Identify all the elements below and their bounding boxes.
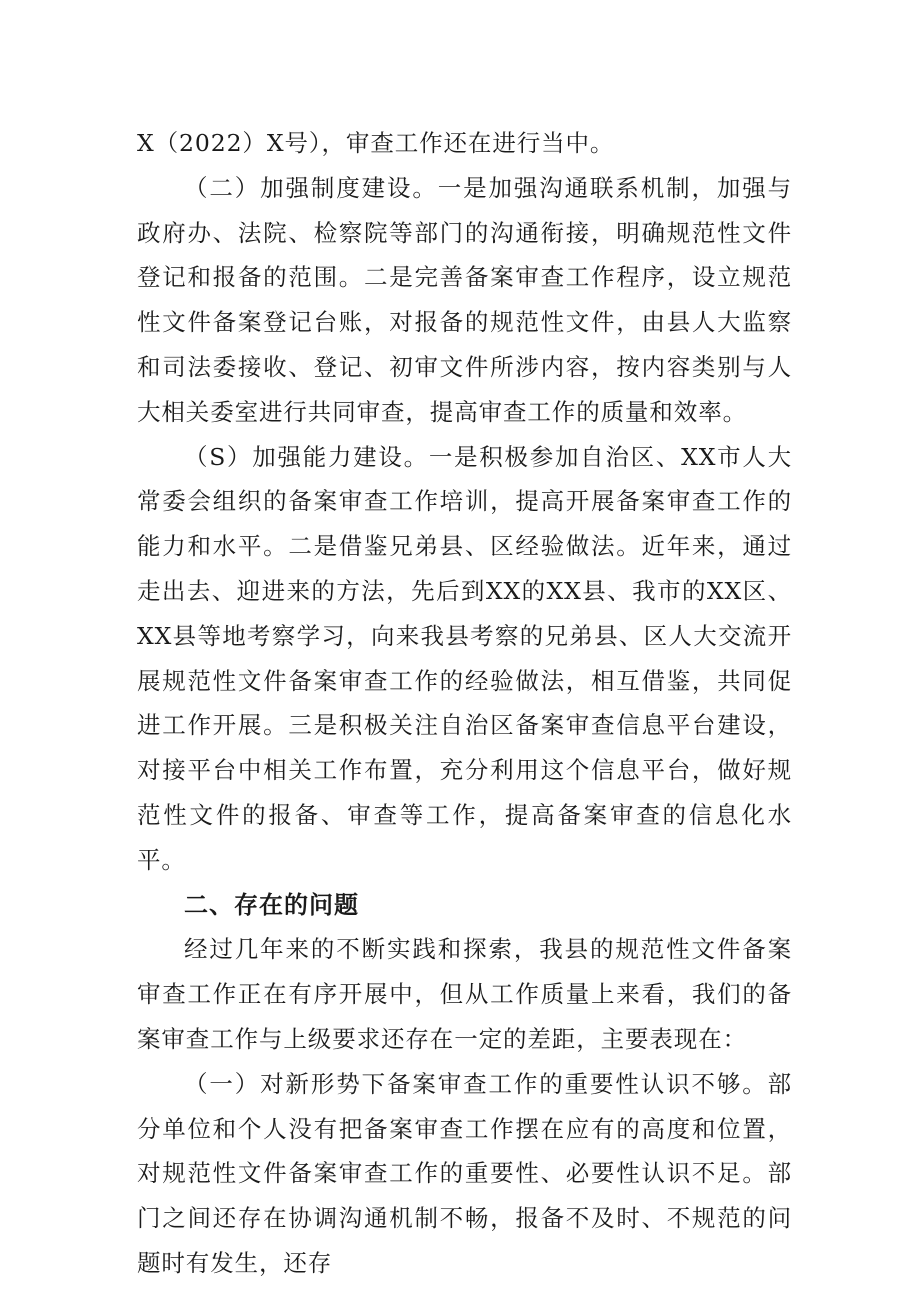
- paragraph-capacity-building: （S）加强能力建设。一是积极参加自治区、XX市人大常委会组织的备案审查工作培训，提高开展备案审查工作的能力和水平。二是借鉴兄弟县、区经验做法。近年来，通过走出去、迎进来的方法，先后到XX的XX县、我市的XX区、XX县等地考察学习，向来我县考察的兄弟县、区人大交流开展规范性文件备案审查工作的经验做法，相互借鉴，共同促进工作开展。三是积极关注自治区备案审查信息平台建设，对接平台中相关工作布置，充分利用这个信息平台，做好规范性文件的报备、审查等工作，提高备案审查的信息化水平。: [137, 442, 792, 874]
- paragraph-system-building: （二）加强制度建设。一是加强沟通联系机制，加强与政府办、法院、检察院等部门的沟通衔接，明确规范性文件登记和报备的范围。二是完善备案审查工作程序，设立规范性文件备案登记台账，对报备的规范性文件，由县人大监察和司法委接收、登记、初审文件所涉内容，按内容类别与人大相关委室进行共同审查，提高审查工作的质量和效率。: [137, 173, 792, 426]
- paragraph-problems-intro: 经过几年来的不断实践和探索，我县的规范性文件备案审查工作正在有序开展中，但从工作质量上来看，我们的备案审查工作与上级要求还存在一定的差距，主要表现在：: [137, 935, 792, 1053]
- section-heading-existing-problems: 二、存在的问题: [184, 890, 359, 919]
- paragraph-problem-one: （一）对新形势下备案审查工作的重要性认识不够。部分单位和个人没有把备案审查工作摆在应有的高度和位置，对规范性文件备案审查工作的重要性、必要性认识不足。部门之间还存在协调沟通机制不畅，报备不及时、不规范的问题时有发生，还存: [137, 1069, 792, 1277]
- document-body: [137, 121, 792, 1286]
- paragraph-continuation: X（2022）X号），审查工作还在进行当中。: [137, 129, 615, 157]
